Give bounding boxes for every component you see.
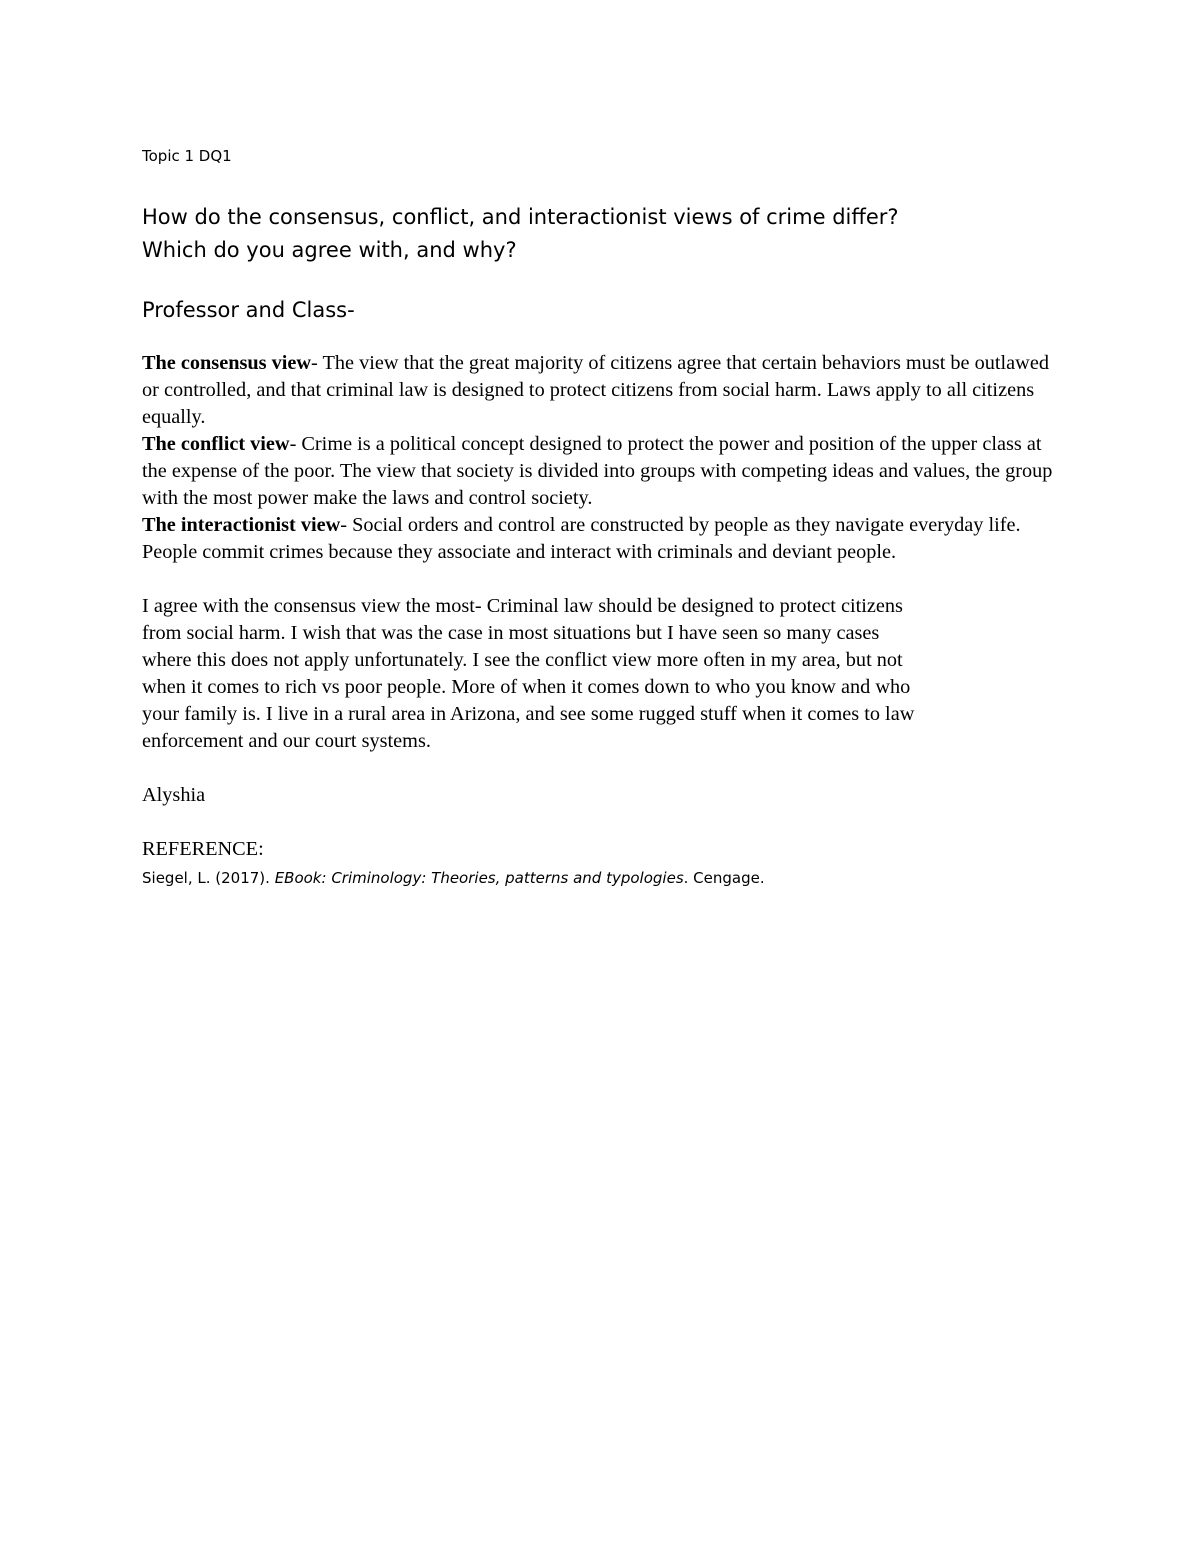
reference-citation <box>142 867 1062 889</box>
citation-author-year: Siegel, L. (2017). <box>142 869 275 887</box>
opinion-line: your family is. I live in a rural area in Arizona, and see some rugged stuff when it comes to law <box>142 703 915 725</box>
conflict-view-paragraph <box>142 431 1062 512</box>
opinion-line: enforcement and our court systems. <box>142 730 431 752</box>
greeting: Professor and Class- <box>142 298 355 322</box>
opinion-line: I agree with the consensus view the most- Criminal law should be designed to protect citizens <box>142 595 903 617</box>
signature: Alyshia <box>142 784 206 806</box>
question-line: Which do you agree with, and why? <box>142 238 517 262</box>
view-term: The consensus view <box>142 352 312 374</box>
view-term: The conflict view <box>142 433 290 455</box>
citation-title: EBook: Criminology: Theories, patterns and typologies <box>274 869 684 887</box>
opinion-paragraph <box>142 593 1062 755</box>
discussion-question <box>142 201 1062 267</box>
opinion-line: from social harm. I wish that was the case in most situations but I have seen so many cases <box>142 622 880 644</box>
views-section <box>142 350 1062 566</box>
opinion-line: when it comes to rich vs poor people. More of when it comes down to who you know and who <box>142 676 911 698</box>
view-definition: - Crime is a political concept designed to protect the power and position of the upper class at the expense of the poor. The view that society is divided into groups with competing ideas and values, the group with the most power make the laws and control society. <box>142 433 1053 509</box>
view-definition: - Social orders and control are constructed by people as they navigate everyday life. People commit crimes because they associate and interact with criminals and deviant people. <box>142 514 1021 563</box>
reference-label: REFERENCE: <box>142 838 264 860</box>
citation-publisher: . Cengage. <box>683 869 765 887</box>
view-term: The interactionist view <box>142 514 341 536</box>
interactionist-view-paragraph <box>142 512 1062 566</box>
opinion-line: where this does not apply unfortunately. I see the conflict view more often in my area, but not <box>142 649 903 671</box>
document-content <box>142 145 1062 889</box>
topic-heading: Topic 1 DQ1 <box>142 147 232 165</box>
consensus-view-paragraph <box>142 350 1062 431</box>
view-definition: - The view that the great majority of citizens agree that certain behaviors must be outlawed or controlled, and that criminal law is designed to protect citizens from social harm. Laws apply to all citizens equally. <box>142 352 1049 428</box>
question-line: How do the consensus, conflict, and interactionist views of crime differ? <box>142 205 899 229</box>
